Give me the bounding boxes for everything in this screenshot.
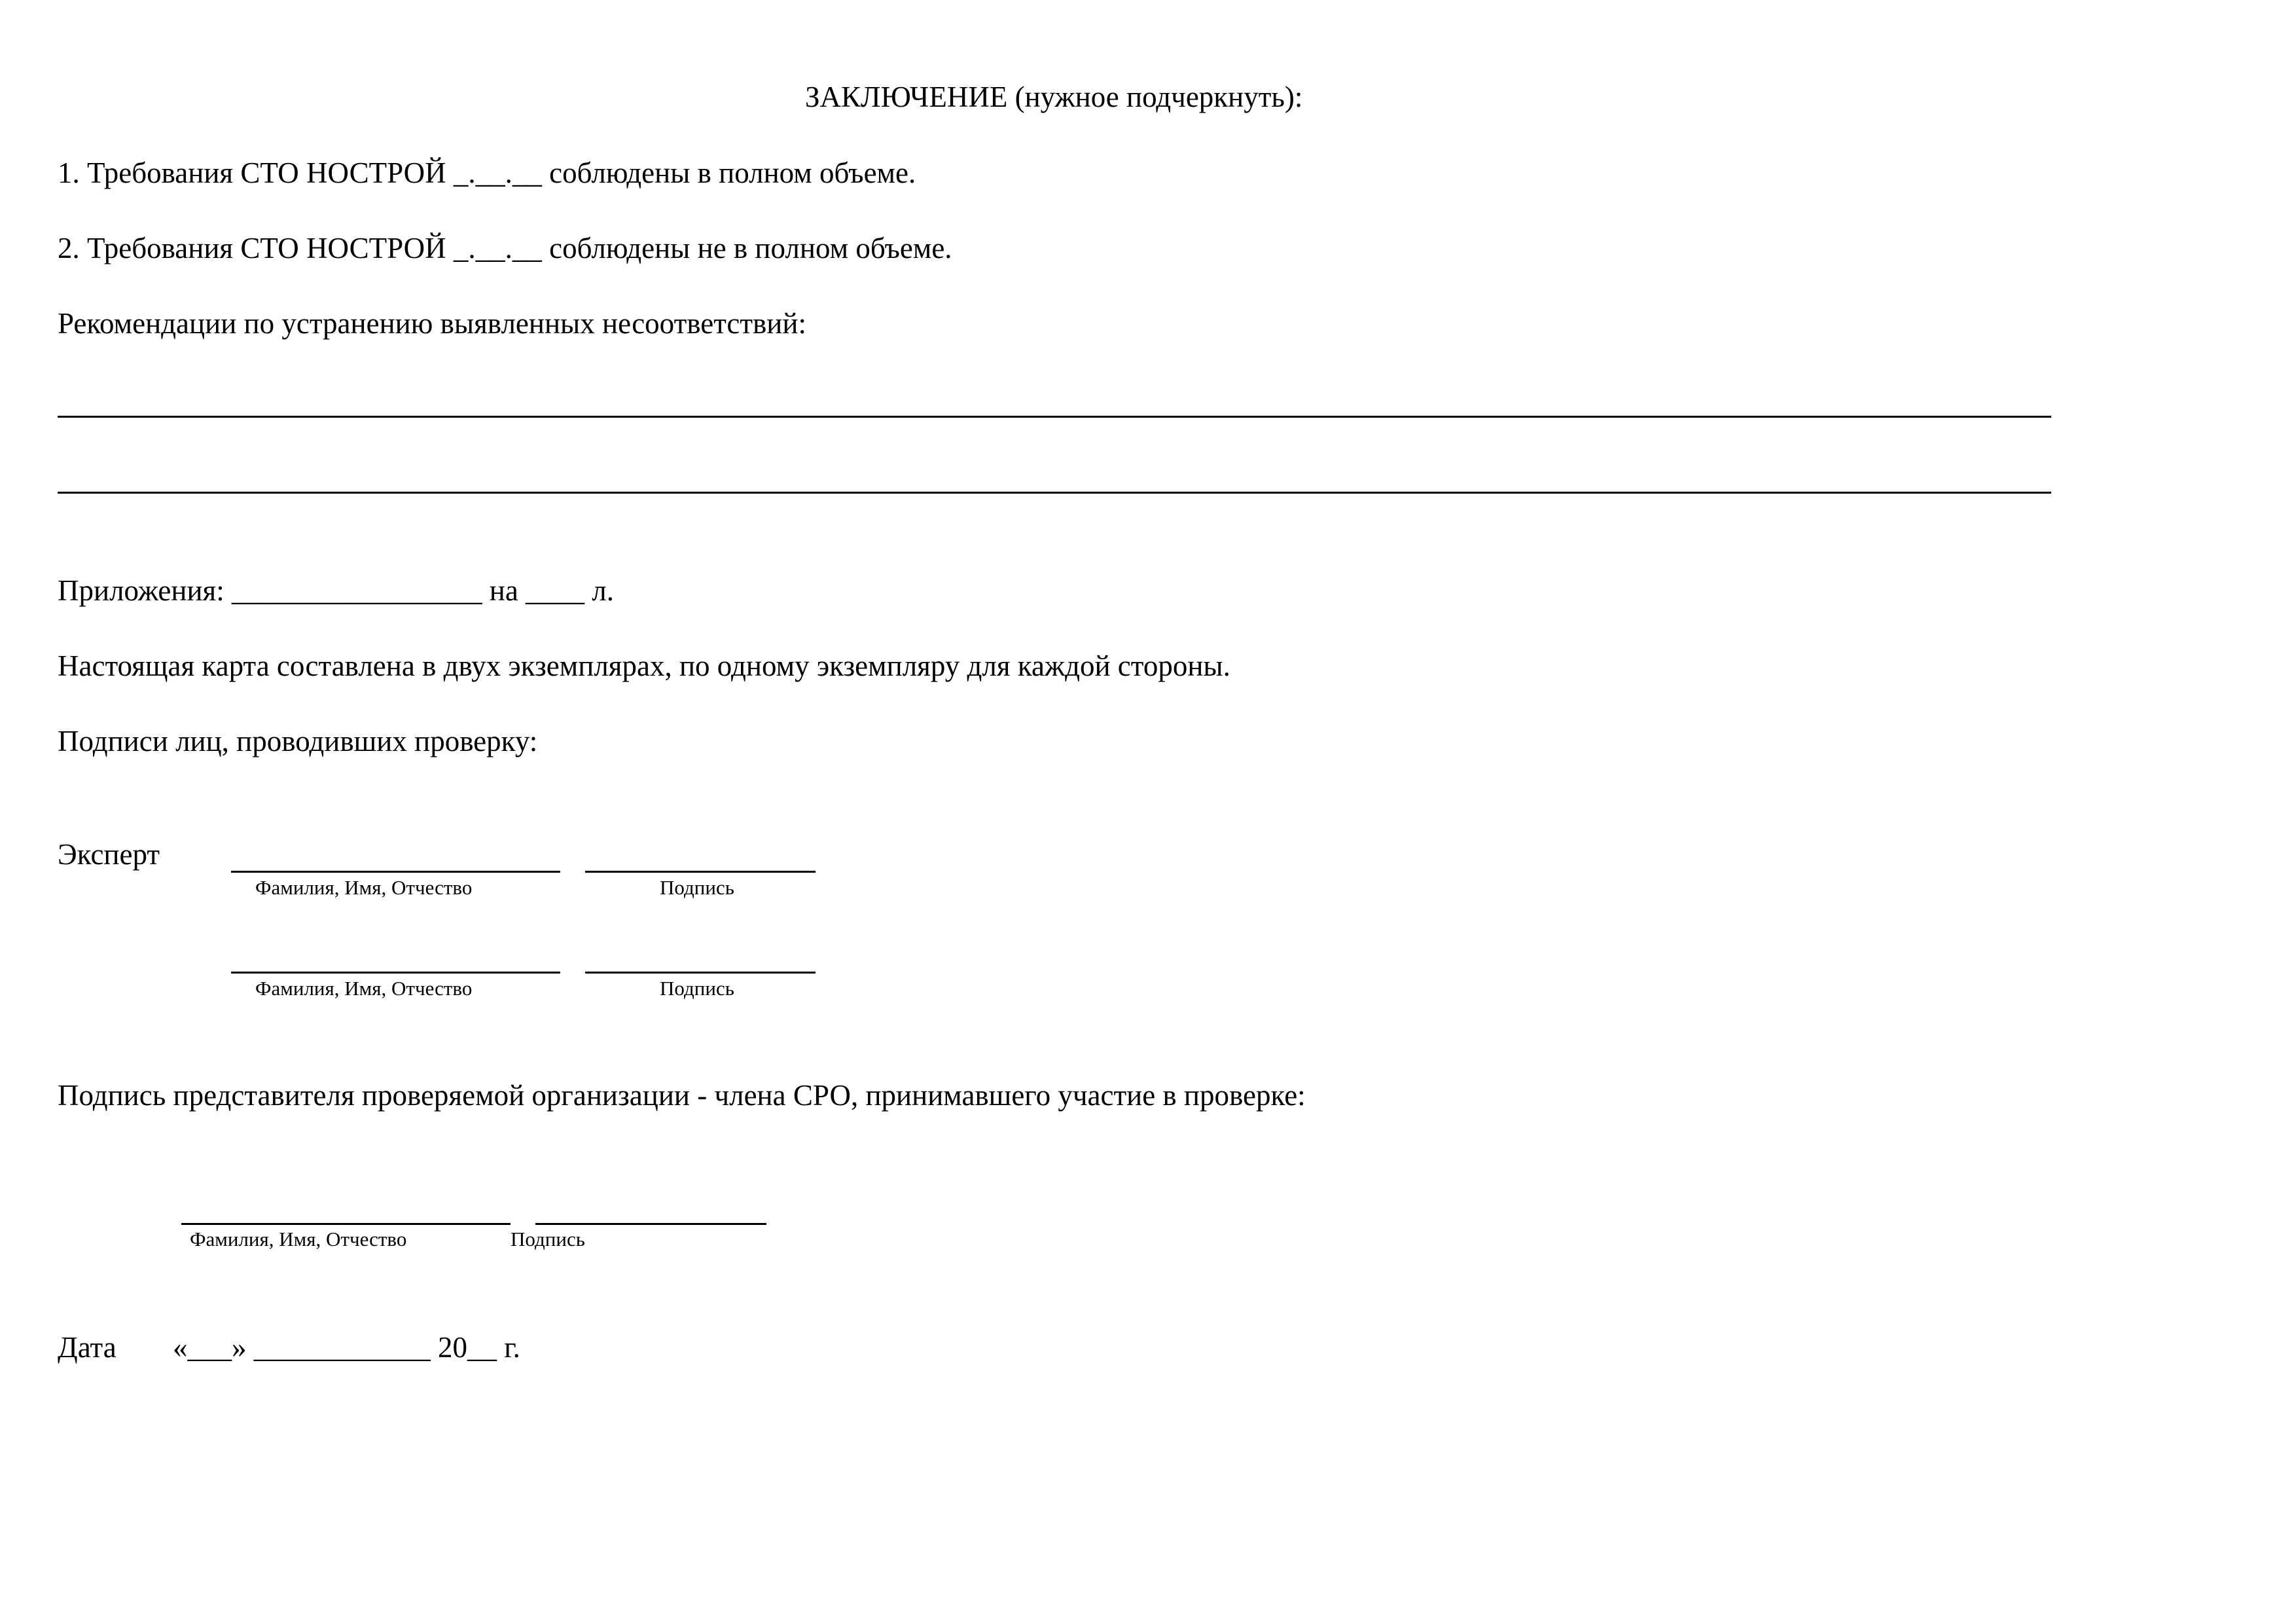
expert-2-name-line <box>231 972 560 974</box>
expert-2-name-caption: Фамилия, Имя, Отчество <box>255 977 473 1000</box>
representative-name-line <box>181 1223 511 1225</box>
representative-signature-line <box>535 1223 766 1225</box>
expert-label: Эксперт <box>58 838 160 871</box>
document-title: ЗАКЛЮЧЕНИЕ (нужное подчеркнуть): <box>805 81 1303 113</box>
expert-2-signature-caption: Подпись <box>660 977 734 1000</box>
conclusion-item-2: 2. Требования СТО НОСТРОЙ _.__.__ соблюдены не в полном объеме. <box>58 232 952 264</box>
expert-1-signature-caption: Подпись <box>660 876 734 899</box>
appendix-line: Приложения: _________________ на ____ л. <box>58 574 615 607</box>
recommendations-label: Рекомендации по устранению выявленных несоответствий: <box>58 307 806 340</box>
expert-1-signature-line <box>585 871 816 873</box>
date-label: Дата <box>58 1331 117 1364</box>
copies-note: Настоящая карта составлена в двух экземплярах, по одному экземпляру для каждой стороны. <box>58 649 1230 682</box>
expert-1-name-caption: Фамилия, Имя, Отчество <box>255 876 473 899</box>
representative-signature-caption: Подпись <box>511 1228 585 1250</box>
representative-name-caption: Фамилия, Имя, Отчество <box>190 1228 407 1250</box>
signatures-label: Подписи лиц, проводивших проверку: <box>58 725 538 757</box>
expert-1-name-line <box>231 871 560 873</box>
recommendations-blank-line-1 <box>58 416 2051 418</box>
expert-2-signature-line <box>585 972 816 974</box>
date-value: «___» ____________ 20__ г. <box>173 1331 520 1364</box>
recommendations-blank-line-2 <box>58 492 2051 494</box>
conclusion-item-1: 1. Требования СТО НОСТРОЙ _.__.__ соблюдены в полном объеме. <box>58 156 916 189</box>
representative-label: Подпись представителя проверяемой организации - члена СРО, принимавшего участие в проверке: <box>58 1079 1306 1112</box>
